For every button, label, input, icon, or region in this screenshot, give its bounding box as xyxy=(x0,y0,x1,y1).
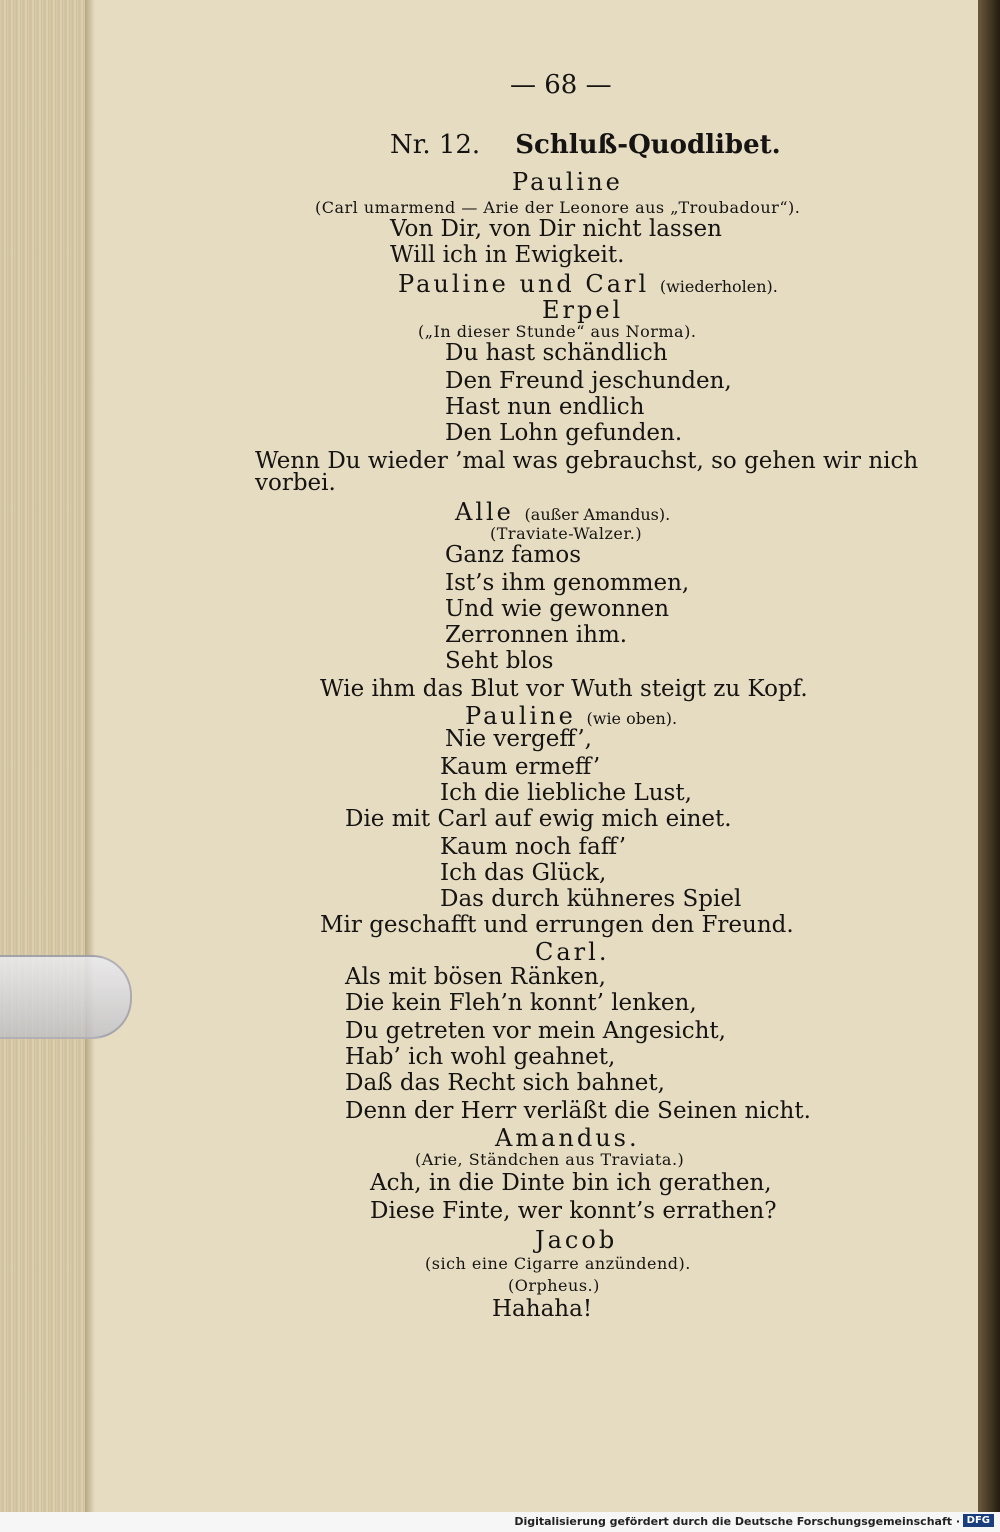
verse-line: Ich das Glück, xyxy=(440,860,607,886)
verse-line: Die kein Fleh’n konnt’ lenken, xyxy=(345,990,697,1016)
speaker-line: Alle (außer Amandus). xyxy=(455,498,671,526)
stage-direction: (Carl umarmend — Arie der Leonore aus „Troubadour“). xyxy=(315,198,801,217)
verse-line: Hahaha! xyxy=(492,1296,593,1322)
verse-line: Will ich in Ewigkeit. xyxy=(390,242,625,268)
verse-line: Mir geschafft und errungen den Freund. xyxy=(320,912,794,938)
verse-line: Du hast schändlich xyxy=(445,340,668,366)
page-edges xyxy=(0,0,95,1512)
verse-line: Kaum ermeff’ xyxy=(440,754,601,780)
verse-line: Als mit bösen Ränken, xyxy=(345,964,606,990)
speaker-line: Jacob xyxy=(535,1226,618,1254)
verse-line: Den Lohn gefunden. xyxy=(445,420,683,446)
speaker-line: Erpel xyxy=(542,296,624,324)
verse-line: Du getreten vor mein Angesicht, xyxy=(345,1018,726,1044)
section-number: Nr. 12. xyxy=(390,130,481,160)
verse-line: Nie vergeff’, xyxy=(445,726,592,752)
stage-direction: (Traviate-Walzer.) xyxy=(490,524,643,543)
stage-direction: („In dieser Stunde“ aus Norma). xyxy=(418,322,697,341)
speaker-line: Carl. xyxy=(535,938,610,966)
page-clip xyxy=(0,955,132,1039)
verse-line: Diese Finte, wer konnt’s errathen? xyxy=(370,1198,777,1224)
stage-direction: (Orpheus.) xyxy=(508,1276,600,1295)
verse-line: Seht blos xyxy=(445,648,554,674)
verse-line: Und wie gewonnen xyxy=(445,596,670,622)
book-page xyxy=(250,70,950,1350)
verse-line: Das durch kühneres Spiel xyxy=(440,886,742,912)
verse-line: Den Freund jeschunden, xyxy=(445,368,732,394)
verse-line: Wie ihm das Blut vor Wuth steigt zu Kopf. xyxy=(320,676,808,702)
section-title: Schluß-Quodlibet. xyxy=(515,130,781,160)
verse-line: Ich die liebliche Lust, xyxy=(440,780,692,806)
verse-line: Hab’ ich wohl geahnet, xyxy=(345,1044,616,1070)
stage-direction: (sich eine Cigarre anzündend). xyxy=(425,1254,691,1273)
speaker-line: Pauline (wie oben). xyxy=(465,702,678,730)
verse-line: Von Dir, von Dir nicht lassen xyxy=(390,216,722,242)
attribution-bar xyxy=(0,1512,1000,1532)
binding-gutter xyxy=(978,0,1000,1512)
speaker-line: Amandus. xyxy=(495,1124,640,1152)
verse-line: Zerronnen ihm. xyxy=(445,622,628,648)
speaker-line: Pauline xyxy=(512,168,623,196)
page-number: — 68 — xyxy=(510,70,612,100)
verse-line: Daß das Recht sich bahnet, xyxy=(345,1070,665,1096)
verse-line: vorbei. xyxy=(255,470,336,496)
funding-credit: Digitalisierung gefördert durch die Deutsche Forschungsgemeinschaft · xyxy=(514,1515,960,1528)
verse-line: Hast nun endlich xyxy=(445,394,645,420)
section-heading xyxy=(390,130,781,160)
verse-line: Denn der Herr verläßt die Seinen nicht. xyxy=(345,1098,811,1124)
verse-line: Kaum noch faff’ xyxy=(440,834,627,860)
verse-line: Ist’s ihm genommen, xyxy=(445,570,690,596)
speaker-line: Pauline und Carl (wiederholen). xyxy=(398,270,778,298)
verse-line: Wenn Du wieder ’mal was gebrauchst, so gehen wir nich xyxy=(255,448,919,474)
stage-direction: (Arie, Ständchen aus Traviata.) xyxy=(415,1150,685,1169)
verse-line: Die mit Carl auf ewig mich einet. xyxy=(345,806,732,832)
verse-line: Ganz famos xyxy=(445,542,582,568)
dfg-logo: DFG xyxy=(963,1514,994,1527)
verse-line: Ach, in die Dinte bin ich gerathen, xyxy=(370,1170,772,1196)
